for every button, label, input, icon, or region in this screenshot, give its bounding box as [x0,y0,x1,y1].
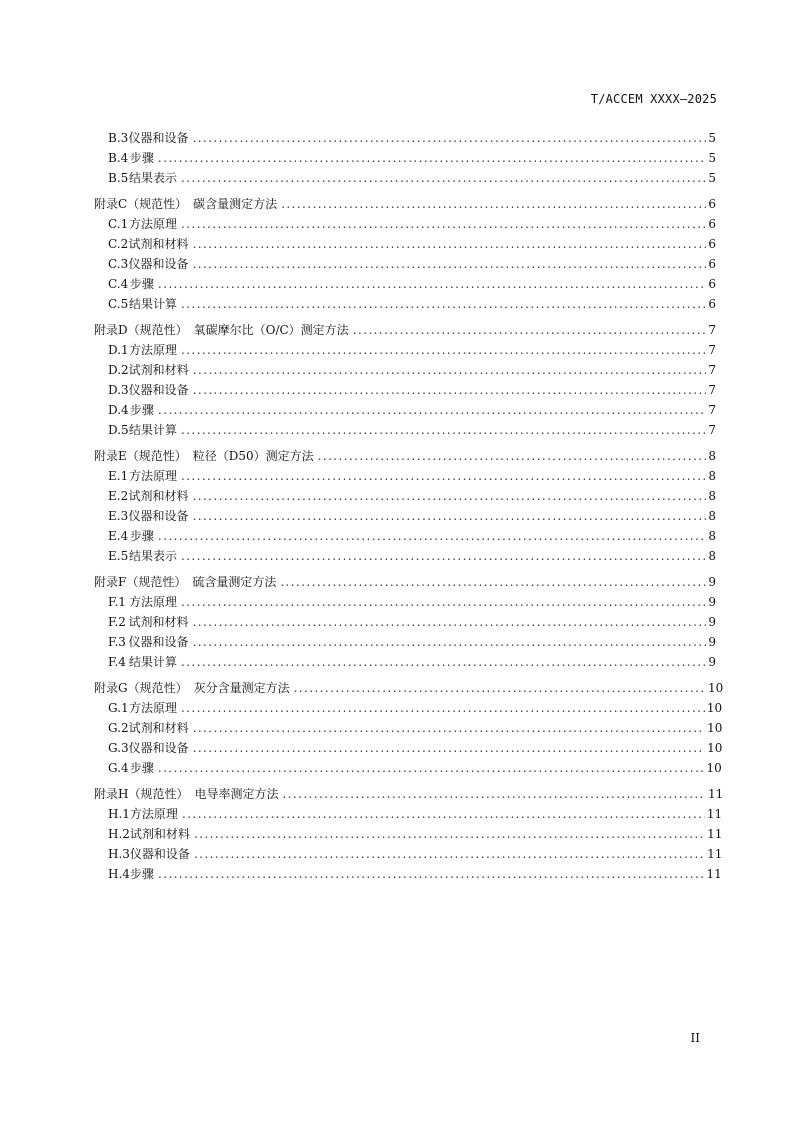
toc-entry-title: 试剂和材料 [128,363,189,377]
toc-entry-number: C.1 [108,217,129,231]
dot-leader [193,632,706,652]
dot-leader [181,340,706,360]
toc-entry-page: 8 [708,509,716,523]
toc-subsection-entry[interactable] [94,234,716,254]
toc-entry-page: 7 [708,323,716,337]
dot-leader [181,698,705,718]
toc-subsection-entry[interactable] [94,294,716,314]
toc-entry-title: 结果表示 [128,549,177,563]
toc-appendix-entry[interactable] [94,784,724,804]
dot-leader [181,168,706,188]
table-of-contents [94,128,724,884]
toc-subsection-entry[interactable] [94,486,716,506]
toc-entry-page: 11 [707,827,723,841]
toc-entry-page: 11 [706,867,722,881]
toc-subsection-entry[interactable] [94,148,716,168]
dot-leader [193,254,706,274]
toc-entry-number: F.1 [108,595,126,609]
toc-entry-number: C.5 [108,297,129,311]
toc-entry-title: 附录G（规范性） 灰分含量测定方法 [94,681,290,695]
toc-entry-page: 8 [708,489,716,503]
dot-leader [158,400,706,420]
toc-subsection-entry[interactable] [94,526,716,546]
toc-entry-page: 9 [708,655,716,669]
toc-appendix-entry[interactable] [94,572,716,592]
toc-entry-title: 附录F（规范性） 硫含量测定方法 [94,575,277,589]
toc-entry-title: 结果计算 [128,423,177,437]
dot-leader [182,804,705,824]
toc-entry-number: E.2 [108,489,129,503]
toc-subsection-entry[interactable] [94,380,716,400]
toc-entry-title: 步骤 [129,867,154,881]
toc-entry-number: B.4 [108,151,129,165]
toc-entry-title: 步骤 [129,529,154,543]
toc-entry-number: G.1 [108,701,129,715]
toc-entry-number: F.4 [108,655,126,669]
toc-entry-number: C.3 [108,257,129,271]
toc-subsection-entry[interactable] [94,804,723,824]
dot-leader [282,784,706,804]
toc-entry-page: 6 [708,297,716,311]
toc-entry-number: D.3 [108,383,129,397]
dot-leader [193,128,706,148]
dot-leader [181,466,706,486]
toc-entry-number: F.2 [108,615,126,629]
toc-entry-page: 10 [707,741,723,755]
toc-entry-page: 8 [708,529,716,543]
toc-entry-number: B.5 [108,171,129,185]
dot-leader [193,506,706,526]
dot-leader [158,526,706,546]
toc-entry-title: 试剂和材料 [128,721,189,735]
toc-entry-page: 7 [708,403,716,417]
toc-entry-title: 附录E（规范性） 粒径（D50）测定方法 [94,449,314,463]
toc-subsection-entry[interactable] [94,274,716,294]
dot-leader [193,718,705,738]
toc-entry-page: 10 [708,681,724,695]
toc-entry-page: 11 [706,807,723,821]
document-code: T/ACCEM XXXX—2025 [590,92,717,106]
toc-entry-title: 试剂和材料 [129,827,190,841]
dot-leader [280,572,706,592]
toc-entry-title: 仪器和设备 [129,847,190,861]
dot-leader [281,194,706,214]
toc-entry-number: E.4 [108,529,129,543]
toc-entry-number: H.4 [108,867,130,881]
toc-entry-number: G.4 [108,761,129,775]
toc-entry-page: 11 [707,847,723,861]
toc-entry-page: 8 [708,549,716,563]
toc-entry-title: 方法原理 [128,217,177,231]
toc-entry-number: H.3 [108,847,130,861]
toc-entry-title: 结果计算 [128,655,177,669]
toc-subsection-entry[interactable] [94,632,716,652]
dot-leader [193,738,705,758]
toc-subsection-entry[interactable] [94,214,716,234]
toc-entry-number: F.3 [108,635,126,649]
dot-leader [181,546,706,566]
dot-leader [294,678,706,698]
toc-appendix-entry[interactable] [94,320,716,340]
toc-entry-title: 方法原理 [128,469,177,483]
toc-subsection-entry[interactable] [94,592,716,612]
toc-entry-number: E.1 [108,469,129,483]
toc-subsection-entry[interactable] [94,506,716,526]
toc-entry-page: 9 [708,595,716,609]
dot-leader [181,420,706,440]
toc-subsection-entry[interactable] [94,698,723,718]
toc-entry-page: 5 [708,171,716,185]
toc-entry-title: 附录D（规范性） 氧碳摩尔比（O/C）测定方法 [94,323,349,337]
toc-entry-title: 仪器和设备 [128,509,189,523]
toc-entry-title: 附录H（规范性） 电导率测定方法 [94,787,279,801]
dot-leader [181,214,706,234]
toc-entry-title: 试剂和材料 [128,615,189,629]
toc-entry-page: 9 [708,575,716,589]
dot-leader [318,446,706,466]
toc-entry-number: E.3 [108,509,129,523]
toc-entry-page: 5 [708,131,716,145]
toc-subsection-entry[interactable] [94,844,723,864]
toc-entry-title: 步骤 [129,403,154,417]
dot-leader [158,274,706,294]
toc-entry-number: D.2 [108,363,129,377]
dot-leader [181,294,706,314]
toc-entry-title: 仪器和设备 [128,257,189,271]
toc-entry-number: B.3 [108,131,129,145]
toc-entry-page: 6 [708,257,716,271]
toc-entry-page: 10 [706,761,722,775]
toc-subsection-entry[interactable] [94,652,716,672]
toc-entry-title: 附录C（规范性） 碳含量测定方法 [94,197,278,211]
dot-leader [193,612,706,632]
toc-appendix-entry[interactable] [94,678,724,698]
toc-subsection-entry[interactable] [94,466,716,486]
toc-entry-title: 方法原理 [129,807,178,821]
toc-entry-title: 仪器和设备 [128,741,189,755]
dot-leader [193,486,706,506]
toc-subsection-entry[interactable] [94,400,716,420]
toc-entry-page: 6 [708,217,716,231]
toc-entry-page: 6 [708,197,716,211]
toc-entry-title: 仪器和设备 [128,383,189,397]
toc-entry-number: D.5 [108,423,129,437]
toc-entry-number: E.5 [108,549,129,563]
toc-entry-number: C.4 [108,277,129,291]
toc-entry-title: 步骤 [129,151,154,165]
dot-leader [158,148,706,168]
dot-leader [193,234,706,254]
toc-entry-title: 步骤 [129,761,154,775]
dot-leader [181,652,706,672]
toc-subsection-entry[interactable] [94,612,716,632]
toc-entry-page: 7 [708,363,716,377]
toc-entry-title: 仪器和设备 [128,635,189,649]
toc-subsection-entry[interactable] [94,340,716,360]
toc-entry-title: 结果表示 [128,171,177,185]
toc-entry-page: 11 [708,787,724,801]
toc-entry-number: D.4 [108,403,129,417]
toc-entry-title: 试剂和材料 [128,489,189,503]
toc-subsection-entry[interactable] [94,758,722,778]
toc-entry-title: 方法原理 [128,343,177,357]
toc-entry-page: 6 [708,237,716,251]
toc-entry-page: 10 [707,721,723,735]
toc-entry-number: G.3 [108,741,129,755]
toc-entry-page: 5 [708,151,716,165]
toc-subsection-entry[interactable] [94,718,723,738]
toc-subsection-entry[interactable] [94,546,716,566]
toc-entry-number: H.2 [108,827,130,841]
toc-subsection-entry[interactable] [94,864,722,884]
dot-leader [158,758,705,778]
toc-entry-page: 10 [706,701,723,715]
toc-entry-number: D.1 [108,343,129,357]
dot-leader [158,864,705,884]
dot-leader [194,844,705,864]
toc-entry-title: 方法原理 [128,595,177,609]
toc-subsection-entry[interactable] [94,254,716,274]
dot-leader [181,592,706,612]
toc-entry-page: 7 [708,343,716,357]
toc-entry-number: C.2 [108,237,129,251]
toc-subsection-entry[interactable] [94,168,716,188]
dot-leader [353,320,706,340]
toc-entry-page: 7 [708,423,716,437]
toc-entry-title: 方法原理 [128,701,177,715]
toc-entry-page: 7 [708,383,716,397]
dot-leader [193,380,706,400]
toc-entry-number: H.1 [108,807,130,821]
toc-entry-page: 8 [708,449,716,463]
toc-entry-number: G.2 [108,721,129,735]
toc-entry-title: 结果计算 [128,297,177,311]
toc-entry-title: 试剂和材料 [128,237,189,251]
toc-appendix-entry[interactable] [94,446,716,466]
toc-subsection-entry[interactable] [94,824,723,844]
toc-entry-title: 仪器和设备 [128,131,189,145]
toc-entry-page: 9 [708,635,716,649]
page-number: II [690,1031,700,1045]
toc-entry-page: 9 [708,615,716,629]
toc-subsection-entry[interactable] [94,738,723,758]
toc-entry-page: 8 [708,469,716,483]
toc-entry-title: 步骤 [129,277,154,291]
toc-subsection-entry[interactable] [94,128,716,148]
toc-subsection-entry[interactable] [94,360,716,380]
toc-subsection-entry[interactable] [94,420,716,440]
dot-leader [194,824,705,844]
dot-leader [193,360,706,380]
toc-entry-page: 6 [708,277,716,291]
toc-appendix-entry[interactable] [94,194,716,214]
